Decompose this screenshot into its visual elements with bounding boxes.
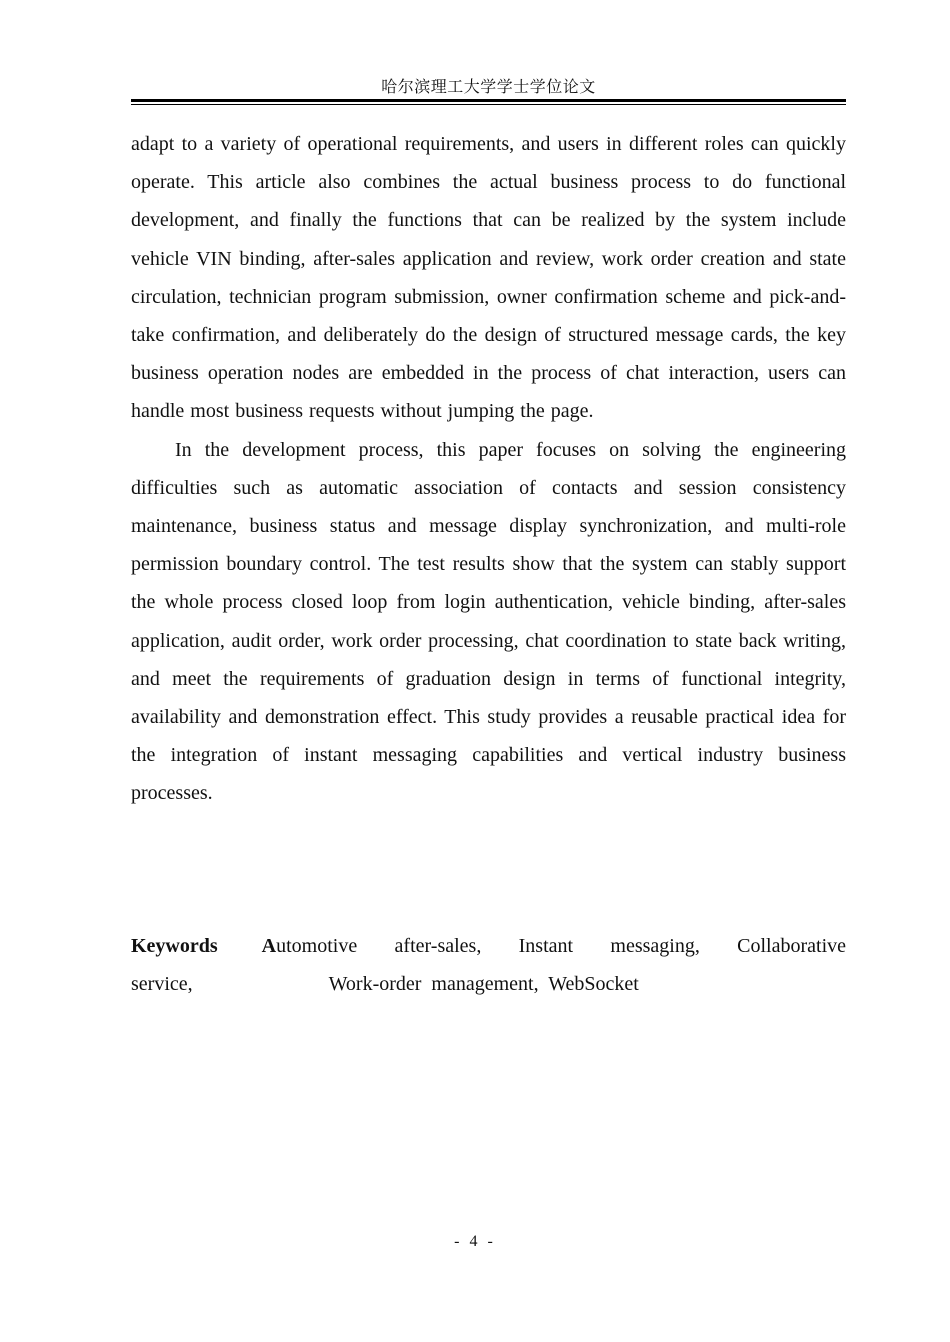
header-rule-thin	[131, 104, 846, 105]
keyword-word: after-sales,	[394, 935, 482, 957]
keywords-lead	[131, 927, 357, 965]
keyword-word: Collaborative	[737, 935, 846, 957]
abstract-paragraph-1: adapt to a variety of operational requirements, and users in different roles can quickly operate. This article also combines the actual business process to do functional development, and finally the functions that can be realized by the system include vehicle VIN binding, after-sales application and review, work order creation and state circulation, technician program submission, owner confirmation scheme and pick-and-take confirmation, and deliberately do the design of structured message cards, the key business operation nodes are embedded in the process of chat interaction, users can handle most business requests without jumping the page.	[131, 133, 846, 423]
keyword-word: Instant	[518, 935, 574, 957]
abstract-body	[131, 125, 846, 813]
keyword-words-tail: Work-order management, WebSocket	[328, 973, 639, 996]
keyword-first-letter: A	[261, 935, 277, 957]
header-rule-thick	[131, 99, 846, 102]
keywords-line-2	[131, 965, 846, 1003]
abstract-paragraph-2: In the development process, this paper focuses on solving the engineering difficulties such as automatic association of contacts and session consistency maintenance, business status and message display synchronization, and multi-role permission boundary control. The test results show that the system can stably support the whole process closed loop from login authentication, vehicle binding, after-sales application, audit order, work order processing, chat coordination to state back writing, and meet the requirements of graduation design in terms of functional integrity, availability and demonstration effect. This study provides a reusable practical idea for the integration of instant messaging capabilities and vertical industry business processes.	[131, 438, 846, 805]
page-number: - 4 -	[454, 1233, 496, 1250]
running-header: 哈尔滨理工大学学士学位论文	[381, 77, 596, 96]
keywords-line-1	[131, 927, 846, 965]
keyword-word: messaging,	[610, 935, 700, 957]
keywords-section	[131, 927, 846, 1003]
keywords-label: Keywords	[131, 935, 218, 957]
keyword-word: service,	[131, 973, 193, 996]
keyword-word: utomotive	[276, 935, 358, 957]
